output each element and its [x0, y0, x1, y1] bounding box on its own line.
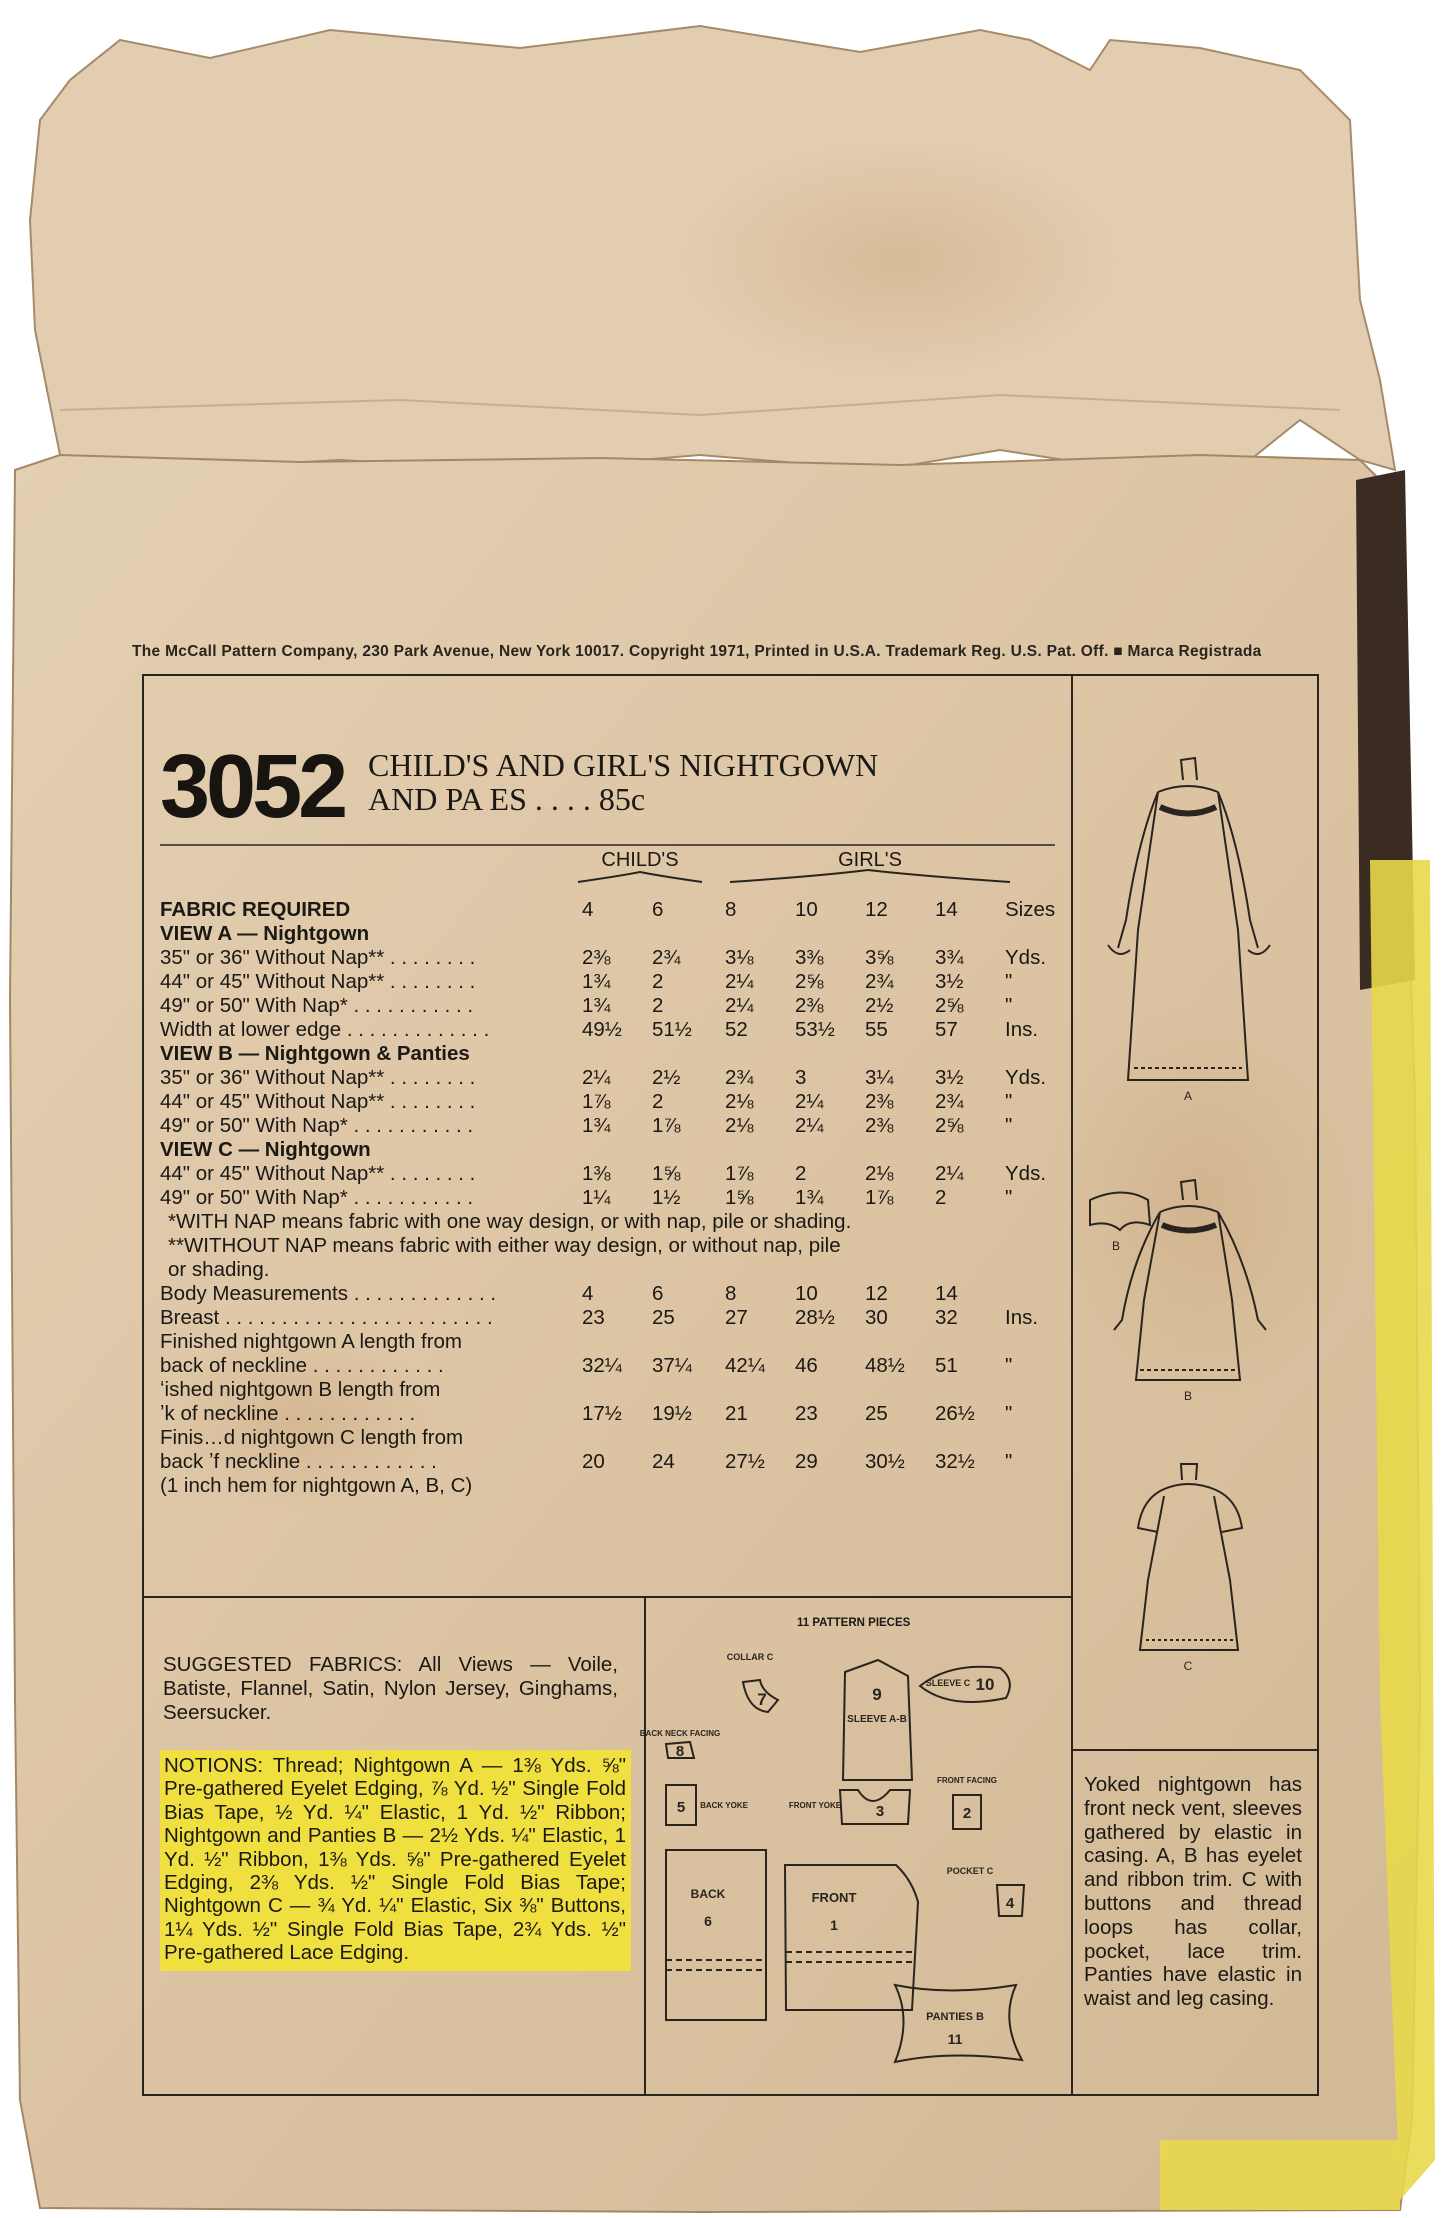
fabric-row-value: 49½	[582, 1018, 622, 1041]
body-row-unit	[1005, 1426, 1065, 1450]
fabric-row-value: 3½	[935, 970, 964, 993]
body-row-unit: "	[1005, 1354, 1013, 1377]
section-title: VIEW B — Nightgown & Panties	[160, 1042, 470, 1065]
body-header-row-value: 14	[935, 1282, 958, 1305]
pattern-number: 3052	[160, 737, 345, 837]
fabric-row-label: 44" or 45" Without Nap** . . . . . . . .	[160, 1162, 476, 1185]
body-row-value	[582, 1426, 652, 1450]
body-row-value: 32¼	[582, 1354, 622, 1377]
fabric-row-value: 51½	[652, 1018, 692, 1041]
body-row-label: Finished nightgown A length from	[160, 1330, 462, 1353]
body-header-row-label: Body Measurements . . . . . . . . . . . . .	[160, 1282, 497, 1305]
section-title-row	[160, 1042, 1065, 1066]
fabric-row-label: 49" or 50" With Nap* . . . . . . . . . . .	[160, 994, 474, 1017]
body-row-value	[935, 1474, 1005, 1498]
view-c-sketch	[1138, 1464, 1242, 1650]
body-row-unit	[1005, 1330, 1065, 1354]
note-row	[160, 1258, 1065, 1282]
fabric-row-value: 2⅛	[725, 1114, 754, 1137]
body-row-value: 29	[795, 1450, 818, 1473]
piece-num-sleeve-c: 10	[975, 1675, 995, 1694]
view-label-b-panties: B	[1111, 1239, 1121, 1253]
piece-label-sleeve-c: SLEEVE C	[925, 1678, 971, 1688]
pattern-title-line2: AND PA ES . . . . 85c	[368, 781, 646, 817]
fabric-row-unit: "	[1005, 994, 1013, 1017]
piece-num-front-facing: 2	[962, 1805, 972, 1822]
fabric-row-value: 2¾	[725, 1066, 754, 1089]
fabric-row-value: 2	[652, 994, 664, 1017]
pattern-title-line1: CHILD'S AND GIRL'S NIGHTGOWN	[368, 747, 879, 783]
body-row-value	[652, 1378, 725, 1402]
piece-label-back-neck-facing: BACK NECK FACING	[639, 1729, 721, 1738]
body-row-label: ʻished nightgown B length from	[160, 1378, 441, 1401]
body-row-value: 42¼	[725, 1354, 765, 1377]
body-header-row-value: 4	[582, 1282, 594, 1305]
fabric-row-value: 3⅝	[865, 946, 894, 969]
fabric-row-value: 3½	[935, 1066, 964, 1089]
fabric-row-value: 3	[795, 1066, 807, 1089]
view-label-c: C	[1183, 1659, 1193, 1673]
fabric-row	[160, 1066, 1065, 1090]
fabric-row-value: 1¼	[582, 1186, 611, 1209]
fabric-row-value: 1⅝	[725, 1186, 754, 1209]
body-row-value	[652, 1426, 725, 1450]
suggested-fabrics: SUGGESTED FABRICS: All Views — Voile, Batiste, Flannel, Satin, Nylon Jersey, Ginghams, Seersucker.	[163, 1653, 618, 1724]
fabric-header-row-value: 6	[652, 898, 664, 921]
body-row-value: 17½	[582, 1402, 622, 1425]
fabric-row-value: 2⅜	[865, 1114, 894, 1137]
body-row-value	[935, 1426, 1005, 1450]
body-row	[160, 1402, 1065, 1426]
piece-num-pocket: 4	[1005, 1895, 1015, 1912]
fabric-row-value: 2⅝	[935, 994, 964, 1017]
body-row-value: 24	[652, 1450, 675, 1473]
body-row-value: 28½	[795, 1306, 835, 1329]
fabric-header-row-unit: Sizes	[1005, 898, 1056, 921]
fabric-row-value: 1⅝	[652, 1162, 681, 1185]
fabric-row-value: 1¾	[582, 994, 611, 1017]
fabric-row-value: 57	[935, 1018, 958, 1041]
body-row-value: 21	[725, 1402, 748, 1425]
fabric-row-label: Width at lower edge . . . . . . . . . . . . .	[160, 1018, 490, 1041]
fabric-header-row	[160, 888, 1065, 922]
body-row-value	[652, 1474, 725, 1498]
fabric-row-value: 2	[935, 1186, 947, 1209]
body-row-value: 46	[795, 1354, 818, 1377]
piece-label-back-yoke: BACK YOKE	[700, 1801, 748, 1810]
fabric-row-value: 1⅞	[582, 1090, 611, 1113]
fabric-row-value: 2¼	[582, 1066, 611, 1089]
note-text: or shading.	[168, 1258, 270, 1281]
body-row-value	[725, 1474, 795, 1498]
fabric-header-row-value: 12	[865, 898, 888, 921]
fabric-row-value: 2	[652, 970, 664, 993]
fabric-row-value: 2¼	[795, 1114, 824, 1137]
description: Yoked nightgown has front neck vent, sleeves gathered by elastic in casing. A, B has eyelet and ribbon trim. C with buttons and thread loops has collar, pocket, lace trim. Panties have elastic in waist and leg casing.	[1084, 1773, 1302, 2011]
piece-label-front-facing: FRONT FACING	[937, 1776, 997, 1785]
body-row-value	[865, 1378, 935, 1402]
body-row-label: back of neckline . . . . . . . . . . . .	[160, 1354, 444, 1377]
body-row-value	[725, 1330, 795, 1354]
body-row-value: 37¼	[652, 1354, 692, 1377]
body-row	[160, 1378, 1065, 1402]
body-row-value: 51	[935, 1354, 958, 1377]
body-row-value: 23	[582, 1306, 605, 1329]
piece-num-sleeve-ab: 9	[872, 1685, 882, 1704]
fabric-row-value: 3⅜	[795, 946, 824, 969]
fabric-row-unit: "	[1005, 1186, 1013, 1209]
body-header-row	[160, 1282, 1065, 1306]
fabric-row-value: 2⅝	[935, 1114, 964, 1137]
piece-front-shape	[785, 1865, 918, 2010]
piece-label-front-yoke: FRONT YOKE	[788, 1801, 842, 1810]
view-label-a: A	[1183, 1089, 1193, 1103]
fabric-row	[160, 1018, 1065, 1042]
fabric-row-unit: Yds.	[1005, 946, 1047, 969]
fabric-row-value: 3⅛	[725, 946, 754, 969]
body-row-value: 23	[795, 1402, 818, 1425]
piece-label-sleeve-ab: SLEEVE A-B	[847, 1714, 907, 1725]
body-row-value	[725, 1378, 795, 1402]
body-row-value: 25	[652, 1306, 675, 1329]
fabric-row-value: 1¾	[795, 1186, 824, 1209]
body-row-value	[582, 1330, 652, 1354]
fabric-row-label: 35" or 36" Without Nap** . . . . . . . .	[160, 946, 476, 969]
body-row-unit: "	[1005, 1402, 1013, 1425]
body-row	[160, 1474, 1065, 1498]
fabric-row-value: 1¾	[582, 1114, 611, 1137]
body-row-value: 48½	[865, 1354, 905, 1377]
fabric-row-value: 2¼	[795, 1090, 824, 1113]
body-row-value	[795, 1330, 865, 1354]
body-row-label: (1 inch hem for nightgown A, B, C)	[160, 1474, 473, 1497]
fabric-row-value: 53½	[795, 1018, 835, 1041]
body-row-value: 20	[582, 1450, 605, 1473]
piece-back-shape	[666, 1850, 766, 2020]
body-row	[160, 1354, 1065, 1378]
fabric-row-value: 2½	[865, 994, 894, 1017]
note-text: *WITH NAP means fabric with one way design, or with nap, pile or shading.	[168, 1210, 852, 1233]
body-row	[160, 1450, 1065, 1474]
piece-num-back: 6	[704, 1913, 712, 1929]
body-row	[160, 1306, 1065, 1330]
fabric-row-label: 49" or 50" With Nap* . . . . . . . . . . .	[160, 1186, 474, 1209]
fabric-row-value: 2¼	[725, 994, 754, 1017]
piece-num-front-yoke: 3	[875, 1803, 885, 1820]
body-row-value	[865, 1426, 935, 1450]
fabric-row-unit: "	[1005, 970, 1013, 993]
piece-num-collar: 7	[757, 1690, 767, 1709]
fabric-row-unit: Ins.	[1005, 1018, 1039, 1041]
section-title-row	[160, 1138, 1065, 1162]
fabric-row-value: 2⅝	[795, 970, 824, 993]
body-row-unit	[1005, 1378, 1065, 1402]
fabric-row-value: 1½	[652, 1186, 681, 1209]
fabric-row-label: 44" or 45" Without Nap** . . . . . . . .	[160, 970, 476, 993]
body-row-value: 30½	[865, 1450, 905, 1473]
piece-label-panties: PANTIES B	[926, 2011, 984, 2023]
fabric-row-value: 2¾	[865, 970, 894, 993]
fabric-row-value: 2¾	[935, 1090, 964, 1113]
fabric-row-value: 2⅜	[582, 946, 611, 969]
body-header-row-value: 12	[865, 1282, 888, 1305]
piece-num-front: 1	[830, 1917, 838, 1933]
fabric-row-label: 35" or 36" Without Nap** . . . . . . . .	[160, 1066, 476, 1089]
fabric-row-value: 2¾	[652, 946, 681, 969]
body-row-value	[582, 1378, 652, 1402]
fabric-header-row-label: FABRIC REQUIRED	[160, 898, 351, 921]
fabric-row-value: 52	[725, 1018, 748, 1041]
body-row-unit: "	[1005, 1450, 1013, 1473]
fabric-row-label: 44" or 45" Without Nap** . . . . . . . .	[160, 1090, 476, 1113]
view-sketches	[1078, 680, 1314, 1745]
note-row	[160, 1210, 1065, 1234]
piece-panties-shape	[895, 1985, 1022, 2062]
body-row-value: 32½	[935, 1450, 975, 1473]
fabric-row-value: 2	[652, 1090, 664, 1113]
body-row-unit: Ins.	[1005, 1306, 1039, 1329]
body-row-label: back ʼf neckline . . . . . . . . . . . .	[160, 1450, 437, 1473]
body-header-row-value: 6	[652, 1282, 664, 1305]
view-label-b: B	[1183, 1389, 1193, 1403]
piece-num-back-neck-facing: 8	[675, 1743, 685, 1760]
group-childs: CHILD'S	[601, 849, 679, 871]
body-header-row-value: 10	[795, 1282, 818, 1305]
fabric-row	[160, 946, 1065, 970]
pattern-pieces-title: 11 PATTERN PIECES	[797, 1617, 911, 1629]
fabric-row	[160, 1114, 1065, 1138]
fabric-row-value: 3¾	[935, 946, 964, 969]
fabric-row-value: 3¼	[865, 1066, 894, 1089]
body-header-row-unit	[1005, 1282, 1065, 1306]
copyright-line: The McCall Pattern Company, 230 Park Avenue, New York 10017. Copyright 1971, Printed in U.S.A. Trademark Reg. U.S. Pat. Off. ■ Marca Registrada	[132, 643, 1262, 660]
notions-box: NOTIONS: Thread; Nightgown A — 1⅜ Yds. ⅝" Pre-gathered Eyelet Edging, ⅞ Yd. ½" Single Fold Bias Tape, ½ Yd. ¼" Elastic, 1 Yd. ½" Ribbon; Nightgown and Panties B — 2½ Yds. ¼" Elastic, 1 Yd. ½" Ribbon, 1⅜ Yds. ⅝" Pre-gathered Eyelet Edging, 2⅜ Yds. ½" Single Fold Bias Tape; Nightgown C — ¾ Yd. ¼" Elastic, Six ⅜" Buttons, 1¼ Yds. ½" Single Fold Bias Tape, 2¾ Yds. ½" Pre-gathered Lace Edging.	[160, 1750, 631, 1971]
note-row	[160, 1234, 1065, 1258]
section-title-row	[160, 922, 1065, 946]
body-row-value	[582, 1474, 652, 1498]
fabric-row-value: 1⅞	[865, 1186, 894, 1209]
body-row	[160, 1330, 1065, 1354]
fabric-row	[160, 1186, 1065, 1210]
body-header-row-value: 8	[725, 1282, 737, 1305]
body-row-label: Finis…d nightgown C length from	[160, 1426, 464, 1449]
body-row-value	[865, 1330, 935, 1354]
section-title: VIEW A — Nightgown	[160, 922, 370, 945]
fabric-row-value: 1⅜	[582, 1162, 611, 1185]
fabric-row-value: 2¼	[935, 1162, 964, 1185]
view-b-sketch	[1090, 1180, 1266, 1380]
fabric-row-value: 2½	[652, 1066, 681, 1089]
fabric-row-value: 2⅛	[865, 1162, 894, 1185]
body-row-unit	[1005, 1474, 1065, 1498]
fabric-row-unit: "	[1005, 1090, 1013, 1113]
body-row-value	[935, 1330, 1005, 1354]
body-row-value: 30	[865, 1306, 888, 1329]
fabric-row-unit: Yds.	[1005, 1066, 1047, 1089]
fabric-row-value: 2¼	[725, 970, 754, 993]
fabric-header-row-value: 8	[725, 898, 737, 921]
fabric-row-value: 1¾	[582, 970, 611, 993]
fabric-header-row-value: 10	[795, 898, 818, 921]
fabric-row-unit: Yds.	[1005, 1162, 1047, 1185]
note-text: **WITHOUT NAP means fabric with either way design, or without nap, pile	[168, 1234, 841, 1257]
body-row-value	[795, 1426, 865, 1450]
fabric-header-row-value: 4	[582, 898, 594, 921]
group-girls: GIRL'S	[838, 849, 902, 871]
fabric-header-row-value: 14	[935, 898, 958, 921]
body-row-value	[652, 1330, 725, 1354]
body-row-label: Breast . . . . . . . . . . . . . . . . . . . . . . . .	[160, 1306, 493, 1329]
body-row-value: 27½	[725, 1450, 765, 1473]
fabric-row-value: 2	[795, 1162, 807, 1185]
body-row-value	[795, 1474, 865, 1498]
piece-num-back-yoke: 5	[676, 1799, 686, 1816]
fabric-row-value: 2⅛	[725, 1090, 754, 1113]
body-row-value	[795, 1378, 865, 1402]
svg-text:COLLAR C	[727, 1652, 774, 1662]
body-row-value: 32	[935, 1306, 958, 1329]
body-row-label: ʼk of neckline . . . . . . . . . . . .	[160, 1402, 416, 1425]
piece-label-front: FRONT	[811, 1890, 857, 1905]
body-row-value	[865, 1474, 935, 1498]
fabric-row-label: 49" or 50" With Nap* . . . . . . . . . . .	[160, 1114, 474, 1137]
piece-label-back: BACK	[690, 1887, 726, 1901]
fabric-row-value: 55	[865, 1018, 888, 1041]
piece-label-pocket: POCKET C	[946, 1866, 994, 1876]
body-row-value: 27	[725, 1306, 748, 1329]
body-row-value	[725, 1426, 795, 1450]
body-row-value: 19½	[652, 1402, 692, 1425]
fabric-row-value: 2⅜	[865, 1090, 894, 1113]
body-row-value	[935, 1378, 1005, 1402]
pattern-pieces-diagram	[639, 1640, 1070, 2090]
fabric-row	[160, 1090, 1065, 1114]
piece-num-panties: 11	[947, 2031, 963, 2047]
section-title: VIEW C — Nightgown	[160, 1138, 371, 1161]
fabric-row-unit: "	[1005, 1114, 1013, 1137]
fabric-row-value: 2⅜	[795, 994, 824, 1017]
fabric-row	[160, 1162, 1065, 1186]
body-row-value: 26½	[935, 1402, 975, 1425]
body-row-value: 25	[865, 1402, 888, 1425]
pattern-title	[368, 748, 878, 816]
view-a-sketch	[1108, 758, 1270, 1080]
piece-label-collar: COLLAR C	[726, 1652, 774, 1662]
fabric-table	[160, 888, 1065, 1498]
fabric-row-value: 1⅞	[652, 1114, 681, 1137]
body-row	[160, 1426, 1065, 1450]
fabric-row	[160, 994, 1065, 1018]
fabric-row-value: 1⅞	[725, 1162, 754, 1185]
fabric-row	[160, 970, 1065, 994]
